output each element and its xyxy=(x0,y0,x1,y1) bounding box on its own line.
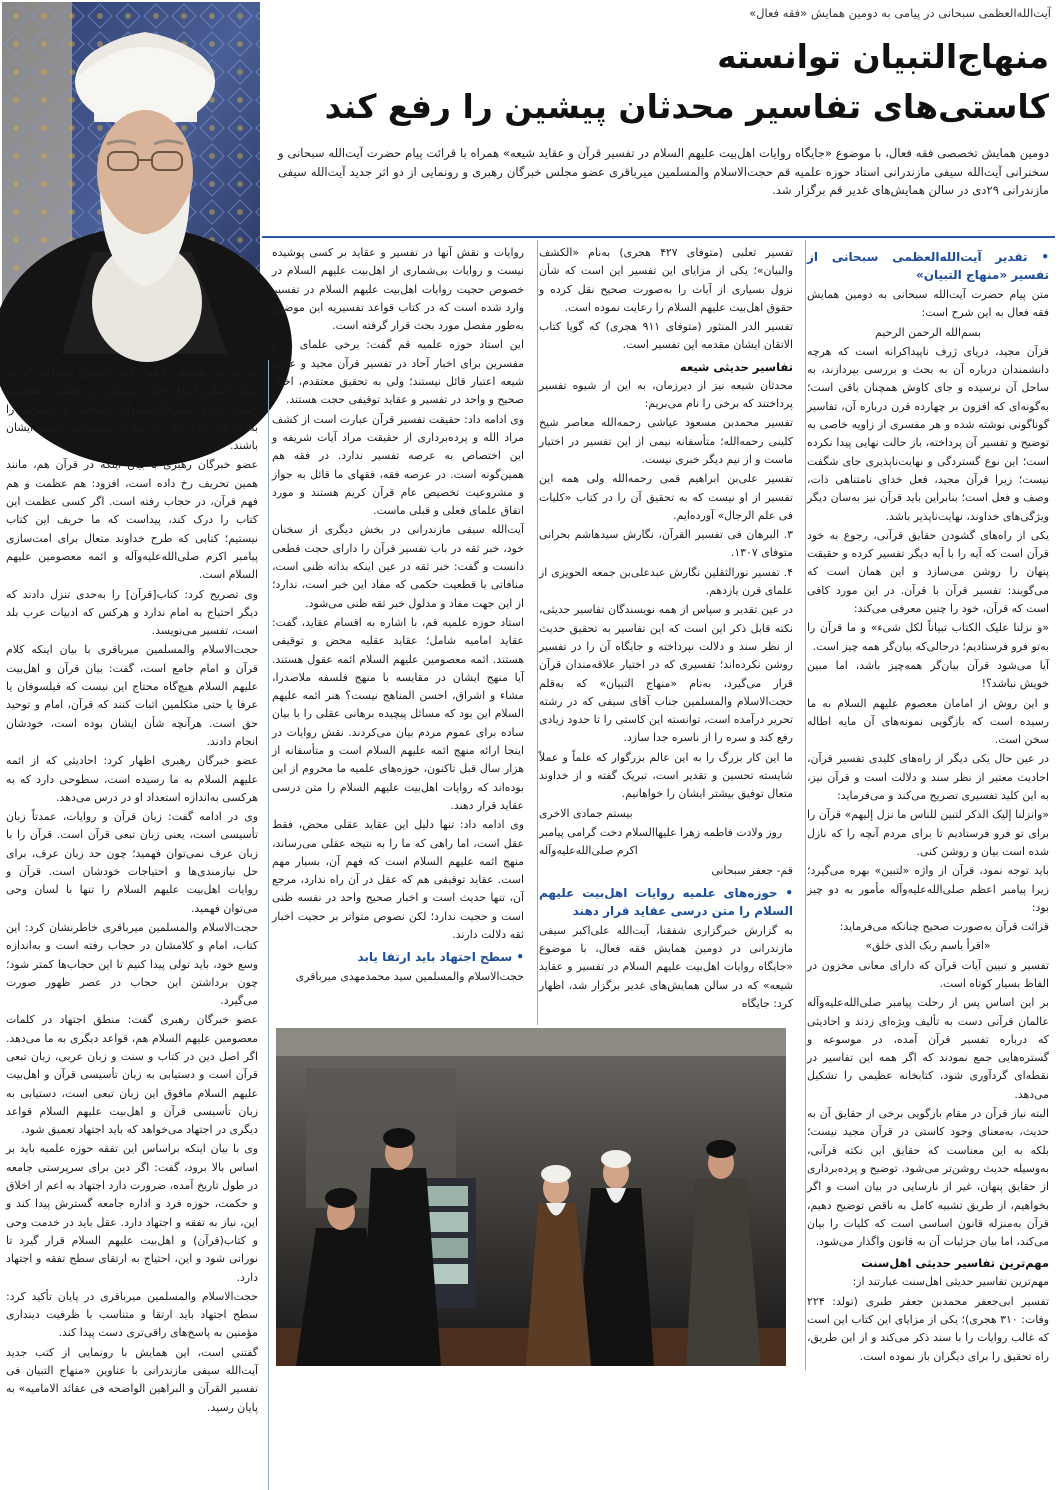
paragraph: گفتنی است، این همایش با رونمایی از کتب جدید آیت‌الله سیفی مازندرانی با عناوین «منهاج التبیان فی تفسیر القرآن و البراهین الواضحه فی عقائد الامامیه» به پایان رسید. xyxy=(6,1345,258,1414)
subhead-ijtihad-level: • سطح اجتهاد باید ارتقا یابد xyxy=(357,950,524,965)
paragraph: در عین حال یکی دیگر از راه‌های کلیدی تفسیر قرآن، احادیث معتبر از نظر سند و دلالت است و قرآن نیز، به این کلید تفسیری تصریح می‌کند و می‌فرماید: xyxy=(807,752,1049,803)
headline-line-1: منهاج‌التبیان توانسته xyxy=(717,37,1049,76)
paragraph: ۳. البرهان فی تفسیر القرآن، نگارش سیدهاشم بحرانی متوفای ۱۳۰۷. xyxy=(539,528,793,560)
headline-line-2: کاستی‌های تفاسیر محدثان پیشین را رفع کند xyxy=(324,87,1049,126)
paragraph: آیا می‌شود قرآن بیان‌گر همه‌چیز باشد، اما مبین خویش نباشد؟! xyxy=(807,658,1049,691)
paragraph: عضو خبرگان رهبری اظهار کرد: احادیثی که از ائمه علیهم السلام به ما رسیده است، سطوحی دارد که به هرکسی به‌اندازه استعداد او در درس می‌دهد. xyxy=(6,754,258,804)
subhead-tribute: • تقدیر آیت‌الله‌العظمی سبحانی از تفسیر «منهاج التبیان» xyxy=(807,250,1049,282)
paragraph: تفسیر علی‌بن ابراهیم قمی رحمه‌الله ولی همه این تفسیر از او نیست که به تحقیق آن را در کتاب «کلیات فی علم الرجال» آورده‌ایم. xyxy=(539,472,793,522)
paragraph: حجت‌الاسلام والمسلمین سید محمدمهدی میرباقری xyxy=(295,970,524,984)
column-divider xyxy=(268,360,269,1490)
paragraph: محدثان شیعه نیز از دیرزمان، به این از شیوه تفسیر پرداختند که برخی را نام می‌بریم: xyxy=(539,378,793,411)
paragraph: در عین تقدیر و سپاس از همه نویسندگان تفاسیر حدیثی، نکته قابل ذکر این است که این تفاسیر به تحقیق حدیث از نظر سند و دلالت نپرداخته و جایگاه آن را در تفسیر روشن نکرده‌اند؛ تفسیری که در اختیار علاقه‌مندان قرآن قرار می‌گیرد، به‌نام «منهاج التبیان» که به‌قلم حجت‌الاسلام والمسلمین جناب آقای سیفی که در رشته تحریر درآمده است، توانسته این کاستی را تا حدود زیادی رفع کند و سره را از ناسره جدا سازد. xyxy=(539,603,793,745)
paragraph: و این روش از امامان معصوم علیهم السلام به ما رسیده است که بازگویی نمونه‌های آن مایه اطاله سخن است. xyxy=(807,696,1049,747)
date-line: روز ولادت فاطمه زهرا علیهاالسلام دخت گرامی پیامبر اکرم صلی‌الله‌علیه‌وآله xyxy=(539,825,783,858)
verse: «اقرأ باسم ربک الذی خلق» xyxy=(865,939,991,953)
paragraph: وی در ادامه گفت: زبان قرآن و روایات، عمدتاً زبان تأسیسی است، یعنی زبان تبعی قرآن است. قرآن را با زبان عرف نمی‌توان فهمید؛ چون حد زبان عرف، برای حل نیازمندی‌ها و احتیاجات خودشان است. قرآن و روایات اهل‌بیت علیهم السلام را تنها با لسان وحی می‌توان فهمید. xyxy=(6,810,258,915)
paragraph: تفسیر و تبیین آیات قرآن که دارای معانی مخزون در الفاظ بسیار کوتاه است. xyxy=(807,958,1049,990)
date-line: بیستم جمادی الاخری xyxy=(539,806,633,820)
paragraph: حجت‌الاسلام والمسلمین میرباقری در پایان تأکید کرد: سطح اجتهاد باید ارتقا و متناسب با ظرفیت دینداری مؤمنین به پاسخ‌های راقی‌تری دست پیدا کند. xyxy=(6,1289,258,1340)
paragraph: ۴. تفسیر نورالثقلین نگارش عبدعلی‌بن جمعه الحویزی از علمای قرن یازدهم. xyxy=(539,565,793,598)
paragraph: عضو خبرگان رهبری با بیان اینکه در قرآن هم، مانند همین تحریف رخ داده است، افزود: هم عظمت و هم فهم قرآن، در حجاب رفته است. اگر کسی عظمت این کتاب را درک کند، پیداست که ما حریف این کتاب نیستیم؛ کتابی که طرح خداوند متعال برای امت‌سازی پیامبر اکرم صلی‌الله‌علیه‌وآله و ائمه معصومین علیهم السلام است. xyxy=(6,458,258,582)
paragraph: تفسیر الدر المنثور (متوفای ۹۱۱ هجری) که گویا کتاب الاتقان ایشان مقدمه این تفسیر است. xyxy=(539,320,793,352)
paragraph: قرائت قرآن به‌صورت صحیح چنانکه می‌فرماید: xyxy=(839,920,1049,934)
kicker: آیت‌الله‌العظمی سبحانی در پیامی به دومین همایش «فقه فعال» xyxy=(749,6,1051,20)
basmala: بسم‌الله الرحمن الرحیم xyxy=(875,325,981,339)
paragraph: وی ادامه داد: حقیقت تفسیر قرآن عبارت است از کشف مراد الله و پرده‌برداری از حقیقت مراد آیات شریفه و این اختصاص به عرصه تفسیر ندارد. در فقه هم همین‌گونه است. در عرصه فقه، فقهای ما قائل به جواز و مشروعیت تخصیص عام قرآن کریم هستند و مورد اتفاق علمای فعلی و قبلی ماست. xyxy=(272,412,524,518)
column-2 xyxy=(539,244,793,1026)
paragraph: قرآن مجید، دریای ژرف ناپیداکرانه است که هرچه دانشمندان درباره آن به بحث و بررسی بپردازند، به ساحل آن نرسیده و جای کاوش همچنان باقی است؛ به‌گونه‌ای که افزون بر چهارده قرن درباره آن، تفاسیر گوناگونی نوشته شده و هر مفسری از زاویه خاصی به توضیح و تفسیر آن پرداخته، باز حالت نهایی پیدا نکرده است؛ این نوع گستردگی و نهایت‌ناپذیری جای شگفت نیست؛ زیرا قرآن مجید، فعل خدای نامتناهی ذات، وصف و فعل است؛ بنابراین باید قرآن نیز به‌سان دیگر ویژگی‌های خداوند، نهایت‌ناپذیر باشد. xyxy=(807,344,1049,523)
column-divider xyxy=(537,240,538,1025)
column-1 xyxy=(807,244,1049,1372)
verse: «وانزلنا إلیک الذکر لتبین للناس ما نزل إلیهم» قرآن را برای تو فرو فرستادیم تا برای مردم آنچه را که نازل شده است بیان و روشن کنی. xyxy=(807,808,1049,858)
paragraph: وی ادامه داد: تنها دلیل این عقاید عقلی محض، فقط عقل است، اما راهی که ما را به نتیجه عقلی می‌رساند، منهج ائمه علیهم السلام است که فهم آن، بسیار مهم است. عقاید توقیفی هم که عقل در آن راه ندارد، مرجع آن، تنها حدیث است و اخبار صحیح واحد در نفسه ظنی است و حجیت ندارد؛ لکن نصوص متواتر بر حجیت اخبار ثقه دلالت دارند. xyxy=(272,818,524,941)
paragraph: تفسیر ابی‌جعفر محمدبن جعفر طبری (تولد: ۲۲۴ وفات: ۳۱۰ هجری)؛ یکی از مزایای این کتاب این است که غالب روایات را با سند ذکر می‌کند و از این طریق، راه تحقیق را برای دیگران باز نموده است. xyxy=(807,1294,1049,1363)
paragraph: باید توجه نمود، قرآن از واژه «لتبین» بهره می‌گیرد؛ زیرا پیامبر اعظم صلی‌الله‌علیه‌وآله مأمور به دو چیز بود: xyxy=(807,864,1049,914)
paragraph: حجت‌الاسلام والمسلمین میرباقری با بیان اینکه کلام قرآن و امام جامع است، گفت: بیان قرآن و اهل‌بیت علیهم السلام هیچ‌گاه محتاج این نیست که فیلسوفان یا عرفا یا حتی متکلمین اثبات کنند که قرآن، امام و توحید حق است. هرآنچه شأن ایشان بوده است، خودشان انجام دادند. xyxy=(6,643,258,748)
subhead-sunni-tafsir: مهم‌ترین تفاسیر حدیثی اهل‌سنت xyxy=(861,1256,1049,1271)
paragraph: وی تصریح کرد: کتاب[قرآن] را به‌حدی تنزل دادند که دیگر احتیاج به امام ندارد و هرکس که ادبیات عرب بلد است، تفسیر می‌نویسد. xyxy=(6,587,258,638)
column-3 xyxy=(272,244,524,1026)
paragraph: حجت‌الاسلام والمسلمین میرباقری خاطرنشان کرد: این کتاب، امام و کلامشان در حجاب رفته است و به‌اندازه وسع خود، باید تولی پیدا کنیم تا این حجاب‌ها کمتر شود؛ چون برداشتن این حجاب در عصر ظهور صورت می‌گیرد. xyxy=(6,920,258,1008)
event-illustration xyxy=(276,1028,786,1366)
paragraph: تفسیر محمدبن مسعود عیاشی رحمه‌الله معاصر شیخ کلینی رحمه‌الله؛ متأسفانه نیمی از این تفسیر در اختیار ماست و از نیم دیگر خبری نیست. xyxy=(539,416,793,466)
paragraph: بر این اساس پس از رحلت پیامبر صلی‌الله‌علیه‌وآله عالمان قرآنی دست به تألیف ویژه‌ای زدند و احادیثی که درباره تفسیر قرآن آمده، در موسوعه و گستره‌هایی جمع نمودند که اگر همه این تفاسیر در نقطه‌ای گردآوری شود، کتابخانه عظیمی را تشکیل می‌دهد. xyxy=(807,996,1049,1101)
signature: قم- جعفر سبحانی xyxy=(711,863,793,877)
paragraph: روایات و نقش آنها در تفسیر و عقاید بر کسی پوشیده نیست و روایات بی‌شماری از اهل‌بیت علیهم السلام در خصوص حجیت روایات اهل‌بیت علیهم السلام در تفسیر وارد شده است که در کتاب قواعد تفسیریه این موضوع به‌طور مفصل مورد بحث قرار گرفته است. xyxy=(272,246,524,333)
portrait-photo xyxy=(2,2,260,354)
subhead-shia-tafsir: تفاسیر حدیثی شیعه xyxy=(679,359,793,374)
portrait-illustration xyxy=(2,2,260,354)
paragraph: متن پیام حضرت آیت‌الله سبحانی به دومین همایش فقه فعال به این شرح است: xyxy=(807,288,1049,320)
paragraph: آیت‌الله سیفی مازندرانی در بخش دیگری از سخنان خود، خبر ثقه در باب تفسیر قرآن را دارای حجت قطعی دانست و گفت: خبر ثقه در عین اینکه بذاته ظنی است، منافاتی با قطعیت حکمی که مفاد این خبر است، ندارد؛ از این جهت مفاد و مدلول خبر ثقه ظنی می‌شود. xyxy=(272,523,524,610)
paragraph: ما این کار بزرگ را به این عالم بزرگوار که علماً و عملاً شایسته تحسین و تقدیر است، تبریک گفته و از خداوند متعال توفیق بیشتر ایشان را خواهانیم. xyxy=(539,750,793,801)
paragraph: عضو خبرگان رهبری گفت: منطق اجتهاد در کلمات معصومین علیهم السلام هم، قواعد دیگری به ما می‌دهد. اگر اصل دین در کتاب و سنت و زبان عربی، زبان تبعی قرآن است و دستیابی به زبان تأسیسی قرآن و اهل‌بیت علیهم السلام مافوق این زبان تبعی است، دستیابی به زبان تأسیسی قرآن و اهل‌بیت علیهم السلام قواعد دیگری در اجتهاد می‌خواهد که باید اجتهاد تعمیق شود. xyxy=(6,1013,258,1137)
paragraph: البته نیاز قرآن در مقام بازگویی برخی از حقایق آن به حدیث، به‌معنای وجود کاستی در قرآن مجید نیست؛ بلکه به این معناست که حقایق این نکته قرآنی، به‌وسیله حدیث روشن‌تر می‌شود. توضیح و پرده‌برداری از حقایق پنهان، غیر از نارسایی در بیان است و اگر بخواهیم، از طریق تشبیه کامل به ناقص توضیح دهیم، قرآن به‌منزله قانون اساسی است که کلیات را بیان می‌کند، اما بیان جزئیات آن به قانون واگذار می‌شود. xyxy=(807,1107,1049,1249)
column-4 xyxy=(6,364,258,1414)
paragraph: نیز در این همایش، اظهار کرد: داستان انحرافی که در دنیای اسلام اتفاق افتاد، پرده‌ای بر عظمت شخصیت رسول اکرم صلی‌الله‌علیه‌وآله انداخت و حضرت را به‌اندازه‌ای تنزل داد که دیگران می‌توانند، خلیفه ایشان باشند. xyxy=(6,366,258,453)
lead-paragraph: دومین همایش تخصصی فقه فعال، با موضوع «جایگاه روایات اهل‌بیت علیهم السلام در تفسیر قرآن و عقاید شیعه» همراه با قرائت پیام حضرت آیت‌الله سبحانی و سخنرانی آیت‌الله سیفی مازندرانی استاد حوزه علمیه قم حجت‌الاسلام والمسلمین میرباقری عضو مجلس خبرگان رهبری و رونمایی از دو اثر جدید آیت‌الله سیفی مازندرانی ۲۹دی در سالن همایش‌های غدیر قم برگزار شد. xyxy=(278,146,1049,198)
verse: «و نزلنا علیک الکتاب تبیاناً لکل شیء» و ما قرآن را به‌تو فرو فرستادیم؛ درحالی‌که بیان‌گر همه چیز است. xyxy=(807,621,1049,653)
event-photo xyxy=(276,1028,786,1366)
paragraph: یکی از راه‌های گشودن حقایق قرآنی، رجوع به خود قرآن است که آیه را با آیه دیگر تفسیر کرده و حقیقت پنهان را روشن می‌سازد و این همان است که می‌گویند: تفسیر قرآن با قرآن. در این مورد کافی است که قرآن، خود را چنین معرفی می‌کند: xyxy=(807,528,1049,616)
paragraph: به گزارش خبرگزاری شفقنا، آیت‌الله علی‌اکبر سیفی مازندرانی در دومین همایش فقه فعال، با موضوع «جایگاه روایات اهل‌بیت علیهم السلام در تفسیر و عقاید شیعه» که در سالن همایش‌های غدیر برگزار شد، اظهار کرد: جایگاه xyxy=(539,923,793,1010)
paragraph: وی با بیان اینکه براساس این تفقه حوزه علمیه باید بر اساس بالا برود، گفت: اگر دین برای سرپرستی جامعه در طول تاریخ آمده، ضرورت دارد اجتهاد به اعم از اخلاق و حکمت، حوزه فرد و اداره جامعه گسترش پیدا کند و این، نیاز به تفقه و اجتهاد دارد. عقل باید در خدمت وحی و کتاب(قرآن) و اهل‌بیت علیهم السلام قرار گیرد تا نورانی شود و این، احتیاج به ارتقای سطح تفقه و اجتهاد دارد. xyxy=(6,1142,258,1284)
headline xyxy=(278,32,1049,132)
subhead-seminary: • حوزه‌های علمیه روایات اهل‌بیت علیهم السلام را متن درسی عقاید قرار دهند xyxy=(539,885,793,918)
column-divider xyxy=(805,240,806,1370)
paragraph: تفسیر ثعلبی (متوفای ۴۲۷ هجری) به‌نام «الکشف والبیان»؛ یکی از مزایای این تفسیر این است که شأن نزول بسیاری از آیات را به‌صورت صحیح نقل کرده و حقوق اهل‌بیت علیهم السلام را رعایت نموده است. xyxy=(539,246,793,314)
section-rule xyxy=(262,236,1055,238)
paragraph: این استاد حوزه علمیه قم گفت: برخی علمای ما و مفسرین برای اخبار آحاد در تفسیر قرآن مجید و عقاید شیعه اعتبار قائل نیستند؛ ولی به تحقیق معتقدم، اخبار صحیح و واحد در تفسیر و عقاید توقیفی حجت هستند. xyxy=(272,338,524,407)
paragraph: استاد حوزه علمیه قم، با اشاره به اقسام عقاید، گفت: عقاید امامیه شامل؛ عقاید عقلیه محض و توقیفی هستند. ائمه معصومین علیهم السلام ائمه عقول هستند. آیا منهج ایشان در مقایسه با منهج فلسفه ملاصدرا، مشاء و اشراق، احسن المناهج نیست؟ هنر ائمه علیهم السلام این بود که مسائل پیچیده برهانی عقلی را با بیان ساده برای عموم مردم بیان می‌کردند. نقش روایات در اینجا ارائه منهج ائمه علیهم السلام است و متأسفانه از هزار سال قبل تاکنون، حوزه‌های علمیه ما محروم از این بوده‌اند که روایات اهل‌بیت علیهم السلام را متن درسی عقاید قرار دهند. xyxy=(272,615,524,812)
paragraph: مهم‌ترین تفاسیر حدیثی اهل‌سنت عبارتند از: xyxy=(852,1275,1049,1289)
